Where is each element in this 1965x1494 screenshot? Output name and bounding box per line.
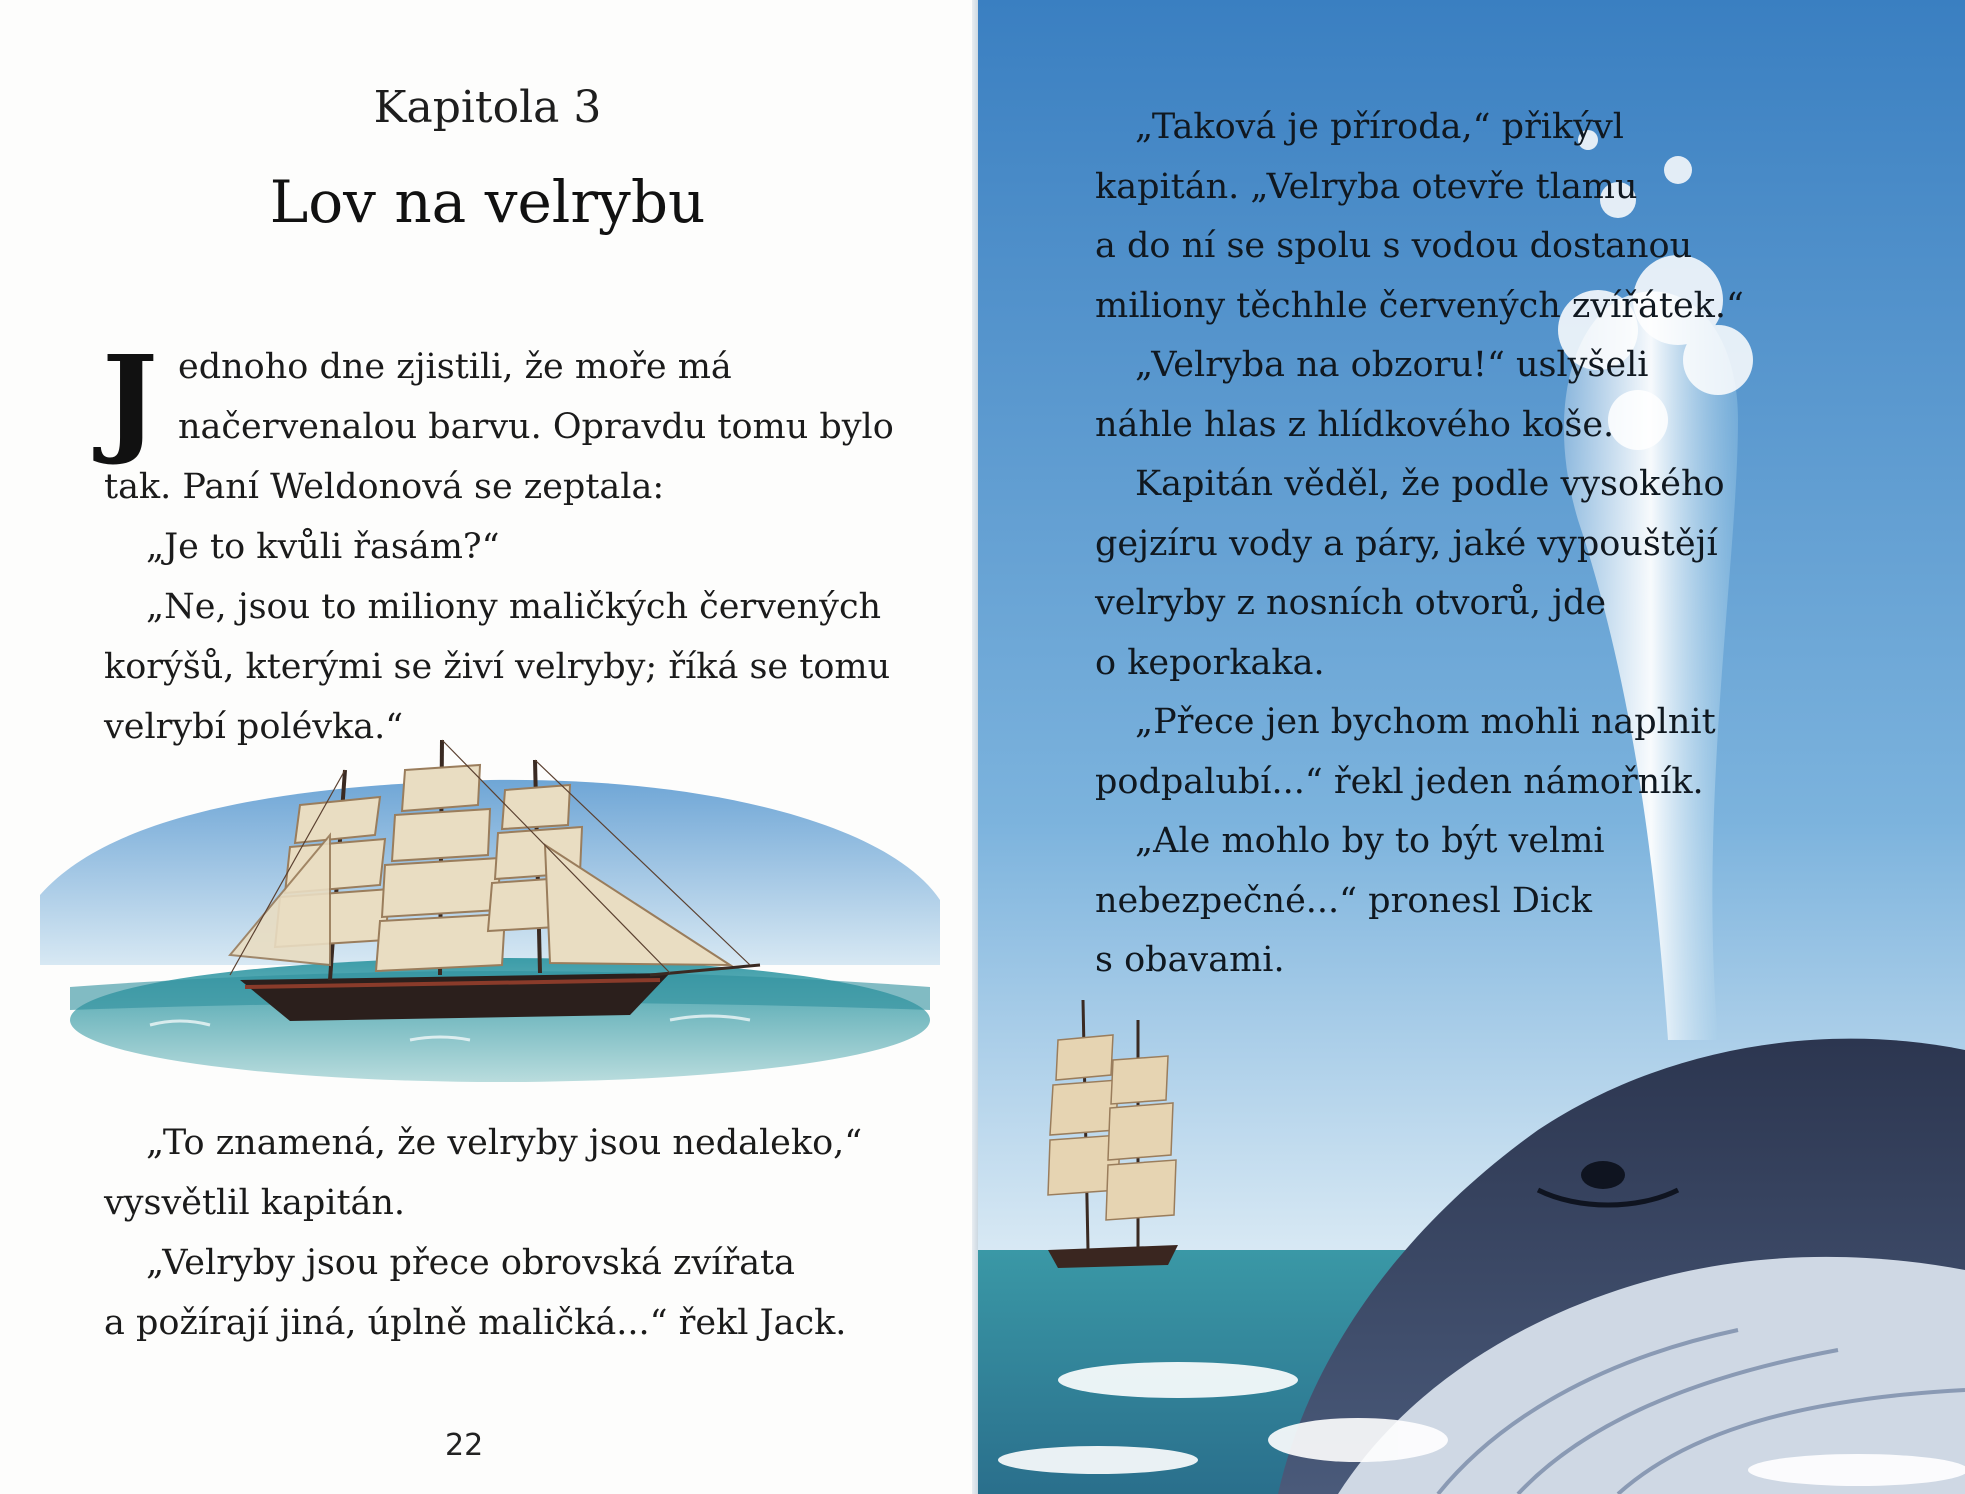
text-line: s obavami.: [1095, 940, 1285, 980]
text-line: náhle hlas z hlídkového koše.: [1095, 404, 1615, 445]
text-line: „To znamená, že velryby jsou nedaleko,“: [146, 1123, 863, 1163]
text-line: ednoho dne zjistili, že moře má: [178, 347, 732, 387]
drop-cap: J: [102, 329, 158, 468]
left-page: [0, 0, 975, 1494]
text-line: nebezpečné...“ pronesl Dick: [1095, 880, 1592, 921]
text-line: „Velryba na obzoru!“ uslyšeli: [1135, 345, 1649, 385]
chapter-label: Kapitola 3: [373, 82, 602, 133]
text-line: „Přece jen bychom mohli naplnit: [1135, 702, 1716, 742]
text-line: vysvětlil kapitán.: [104, 1183, 406, 1223]
text-line: gejzíru vody a páry, jaké vypouštějí: [1095, 523, 1718, 564]
text-line: kapitán. „Velryba otevře tlamu: [1095, 166, 1638, 207]
text-line: miliony těchhle červených zvířátek.“: [1095, 285, 1744, 326]
chapter-title: Lov na velrybu: [269, 168, 706, 236]
page-number: 22: [445, 1428, 484, 1463]
text-line: „Ne, jsou to miliony maličkých červených: [146, 587, 882, 627]
text-line: „Taková je příroda,“ přikývl: [1135, 107, 1624, 147]
text-line: a do ní se spolu s vodou dostanou: [1095, 226, 1693, 266]
text-line: „Ale mohlo by to být velmi: [1135, 821, 1605, 861]
text-line: tak. Paní Weldonová se zeptala:: [104, 467, 665, 507]
text-line: načervenalou barvu. Opravdu tomu bylo: [178, 407, 894, 447]
text-line: velrybí polévka.“: [104, 707, 404, 747]
right-page-text: [1095, 98, 1744, 991]
text-line: o keporkaka.: [1095, 642, 1325, 683]
text-line: korýšů, kterými se živí velryby; říká se tomu: [104, 647, 891, 687]
text-line: velryby z nosních otvorů, jde: [1095, 583, 1607, 623]
text-line: podpalubí...“ řekl jeden námořník.: [1095, 761, 1704, 802]
text-line: „Velryby jsou přece obrovská zvířata: [146, 1243, 795, 1283]
sailing-ship-icon: [30, 725, 950, 1095]
text-line: Kapitán věděl, že podle vysokého: [1135, 464, 1725, 504]
text-line: „Je to kvůli řasám?“: [146, 527, 500, 567]
text-line: a požírají jiná, úplně maličká...“ řekl Jack.: [104, 1303, 847, 1343]
